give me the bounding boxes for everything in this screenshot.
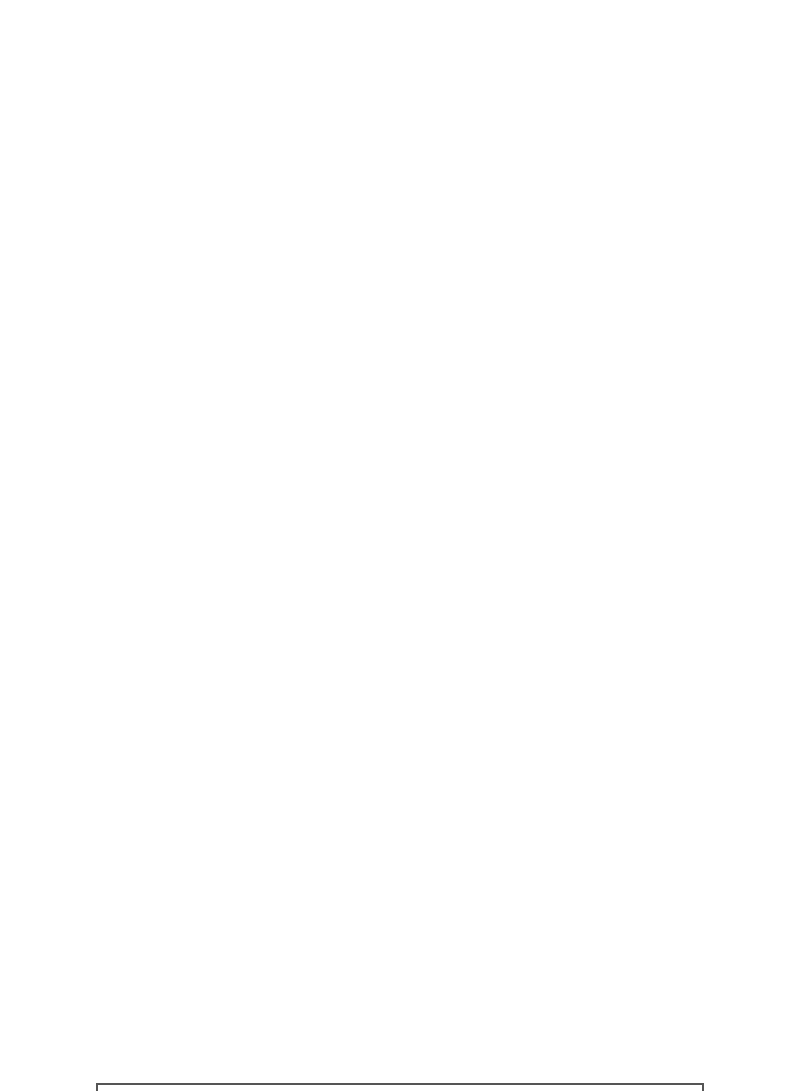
footer-divider bbox=[96, 1083, 704, 1091]
